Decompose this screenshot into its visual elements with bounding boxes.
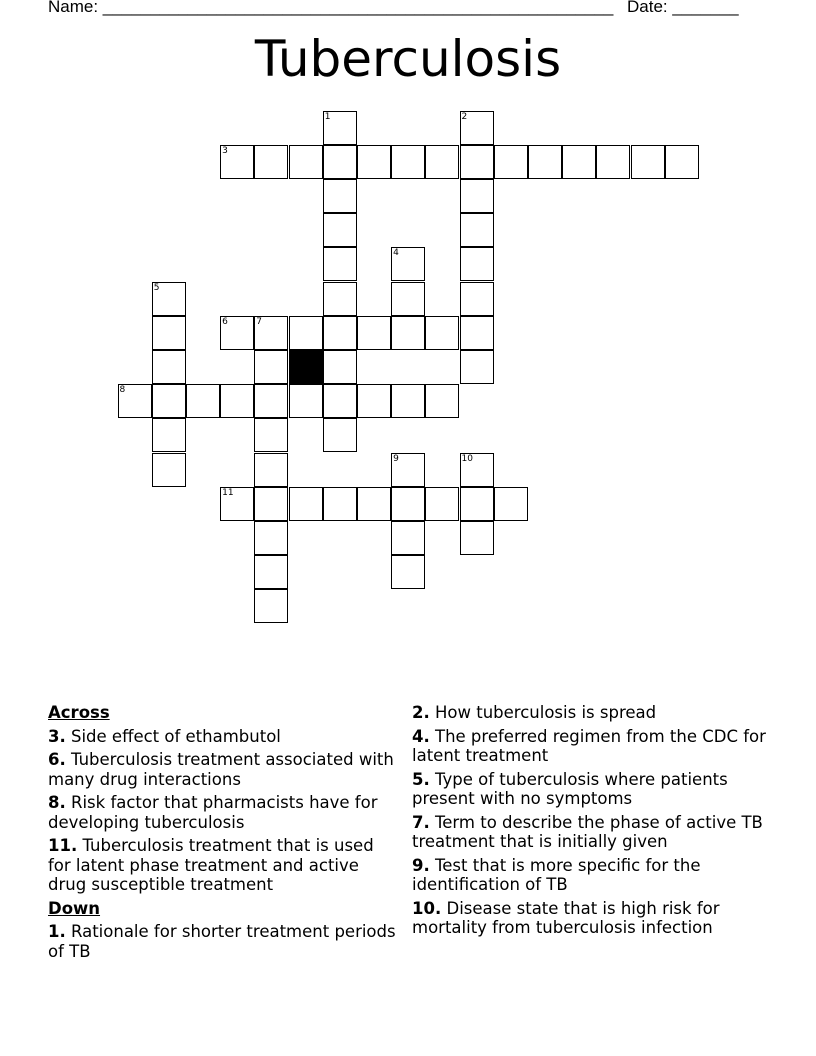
crossword-cell[interactable]	[562, 145, 596, 179]
crossword-cell[interactable]	[254, 316, 288, 350]
clue-number-label: 10	[461, 453, 473, 464]
clue-number: 4.	[412, 726, 430, 746]
crossword-cell[interactable]	[323, 179, 357, 213]
clue-down-9	[412, 856, 772, 895]
crossword-cell[interactable]	[220, 145, 254, 179]
crossword-cell[interactable]	[391, 145, 425, 179]
clue-number: 11.	[48, 836, 78, 855]
crossword-cell[interactable]	[152, 384, 186, 418]
clue-down-5	[412, 770, 772, 809]
crossword-cell[interactable]	[323, 247, 357, 281]
clue-number-label: 4	[393, 248, 399, 259]
crossword-cell[interactable]	[528, 145, 562, 179]
across-heading: Across	[48, 703, 110, 722]
name-field-label: Name: ______________________________________________________	[48, 0, 614, 16]
crossword-cell[interactable]	[323, 282, 357, 316]
crossword-cell[interactable]	[391, 384, 425, 418]
crossword-cell[interactable]	[460, 453, 494, 487]
crossword-cell[interactable]	[323, 213, 357, 247]
clue-number: 3.	[48, 726, 66, 746]
crossword-cell[interactable]	[254, 589, 288, 623]
clues-left-column	[48, 703, 398, 965]
clue-number-label: 8	[119, 385, 126, 396]
clue-down-4	[412, 727, 772, 766]
clue-number-label: 2	[461, 111, 468, 122]
crossword-cell[interactable]	[323, 145, 357, 179]
crossword-cell[interactable]	[391, 555, 425, 589]
crossword-cell[interactable]	[596, 145, 630, 179]
crossword-cell[interactable]	[391, 282, 425, 316]
crossword-cell[interactable]	[289, 316, 323, 350]
crossword-cell[interactable]	[425, 487, 459, 521]
crossword-cell[interactable]	[357, 384, 391, 418]
clue-text: Tuberculosis treatment associated with many drug interactions	[48, 750, 394, 789]
crossword-cell[interactable]	[460, 521, 494, 555]
clue-number-label: 11	[222, 487, 234, 498]
crossword-cell[interactable]	[357, 145, 391, 179]
clue-text: Risk factor that pharmacists have for developing tuberculosis	[48, 793, 378, 832]
crossword-cell[interactable]	[460, 487, 494, 521]
clue-number: 6.	[48, 750, 66, 769]
page-title: Tuberculosis	[254, 30, 562, 88]
clue-number-label: 7	[256, 316, 263, 327]
crossword-cell[interactable]	[425, 145, 459, 179]
crossword-cell[interactable]	[254, 453, 288, 487]
crossword-cell[interactable]	[254, 487, 288, 521]
clue-number: 8.	[48, 793, 66, 812]
clue-down-10	[412, 899, 772, 938]
clue-text: Test that is more specific for the identification of TB	[412, 855, 701, 894]
clue-text: How tuberculosis is spread	[435, 703, 657, 722]
crossword-cell[interactable]	[254, 145, 288, 179]
clue-text: Type of tuberculosis where patients present with no symptoms	[412, 769, 728, 808]
clue-number-label: 3	[222, 145, 228, 156]
crossword-block	[289, 350, 323, 384]
crossword-cell[interactable]	[152, 418, 186, 452]
clue-number-label: 5	[153, 282, 160, 293]
crossword-cell[interactable]	[494, 487, 528, 521]
clue-text: Term to describe the phase of active TB treatment that is initially given	[412, 812, 763, 851]
crossword-cell[interactable]	[220, 487, 254, 521]
down-heading: Down	[48, 898, 101, 918]
crossword-cell[interactable]	[460, 282, 494, 316]
clue-across-3	[48, 727, 398, 747]
crossword-cell[interactable]	[323, 384, 357, 418]
clues-right-column	[412, 703, 772, 942]
clue-number: 1.	[48, 922, 66, 941]
crossword-cell[interactable]	[391, 247, 425, 281]
clue-number: 5.	[412, 769, 430, 789]
crossword-cell[interactable]	[118, 384, 152, 418]
crossword-cell[interactable]	[425, 316, 459, 350]
crossword-cell[interactable]	[323, 111, 357, 145]
clue-number-label: 6	[222, 316, 228, 327]
crossword-cell[interactable]	[460, 213, 494, 247]
clue-number: 7.	[412, 812, 430, 832]
crossword-cell[interactable]	[460, 247, 494, 281]
clue-number: 9.	[412, 855, 430, 875]
crossword-cell[interactable]	[631, 145, 665, 179]
clue-down-7	[412, 813, 772, 852]
crossword-cell[interactable]	[425, 384, 459, 418]
crossword-cell[interactable]	[460, 179, 494, 213]
clue-down-2	[412, 703, 772, 723]
crossword-cell[interactable]	[152, 316, 186, 350]
crossword-cell[interactable]	[494, 145, 528, 179]
crossword-cell[interactable]	[152, 282, 186, 316]
crossword-cell[interactable]	[254, 418, 288, 452]
crossword-cell[interactable]	[460, 350, 494, 384]
clue-text: Rationale for shorter treatment periods of TB	[48, 922, 396, 961]
clue-text: Side effect of ethambutol	[71, 726, 281, 746]
crossword-cell[interactable]	[391, 487, 425, 521]
crossword-cell[interactable]	[254, 350, 288, 384]
crossword-cell[interactable]	[665, 145, 699, 179]
crossword-cell[interactable]	[323, 487, 357, 521]
clue-number: 2.	[412, 703, 430, 722]
crossword-cell[interactable]	[391, 316, 425, 350]
clue-number-label: 1	[324, 111, 331, 122]
clue-number: 10.	[412, 898, 442, 918]
crossword-cell[interactable]	[220, 384, 254, 418]
crossword-cell[interactable]	[289, 145, 323, 179]
clue-text: Tuberculosis treatment that is used for latent phase treatment and active drug susceptible treatment	[48, 836, 374, 894]
crossword-cell[interactable]	[254, 555, 288, 589]
clue-down-1	[48, 922, 398, 961]
crossword-cell[interactable]	[289, 384, 323, 418]
crossword-cell[interactable]	[220, 316, 254, 350]
crossword-cell[interactable]	[460, 111, 494, 145]
clue-text: The preferred regimen from the CDC for latent treatment	[412, 726, 766, 765]
crossword-cell[interactable]	[323, 350, 357, 384]
clue-across-11	[48, 836, 398, 895]
crossword-cell[interactable]	[323, 418, 357, 452]
crossword-cell[interactable]	[323, 316, 357, 350]
crossword-cell[interactable]	[391, 521, 425, 555]
crossword-cell[interactable]	[460, 316, 494, 350]
crossword-cell[interactable]	[254, 521, 288, 555]
crossword-cell[interactable]	[391, 453, 425, 487]
date-field-label: Date: _______	[627, 0, 739, 16]
clue-across-8	[48, 793, 398, 832]
crossword-cell[interactable]	[152, 350, 186, 384]
crossword-cell[interactable]	[254, 384, 288, 418]
crossword-cell[interactable]	[152, 453, 186, 487]
crossword-cell[interactable]	[289, 487, 323, 521]
clue-number-label: 9	[393, 453, 399, 464]
crossword-cell[interactable]	[357, 316, 391, 350]
clue-text: Disease state that is high risk for mortality from tuberculosis infection	[412, 898, 720, 937]
crossword-cell[interactable]	[357, 487, 391, 521]
crossword-cell[interactable]	[186, 384, 220, 418]
clue-across-6	[48, 750, 398, 789]
crossword-cell[interactable]	[460, 145, 494, 179]
